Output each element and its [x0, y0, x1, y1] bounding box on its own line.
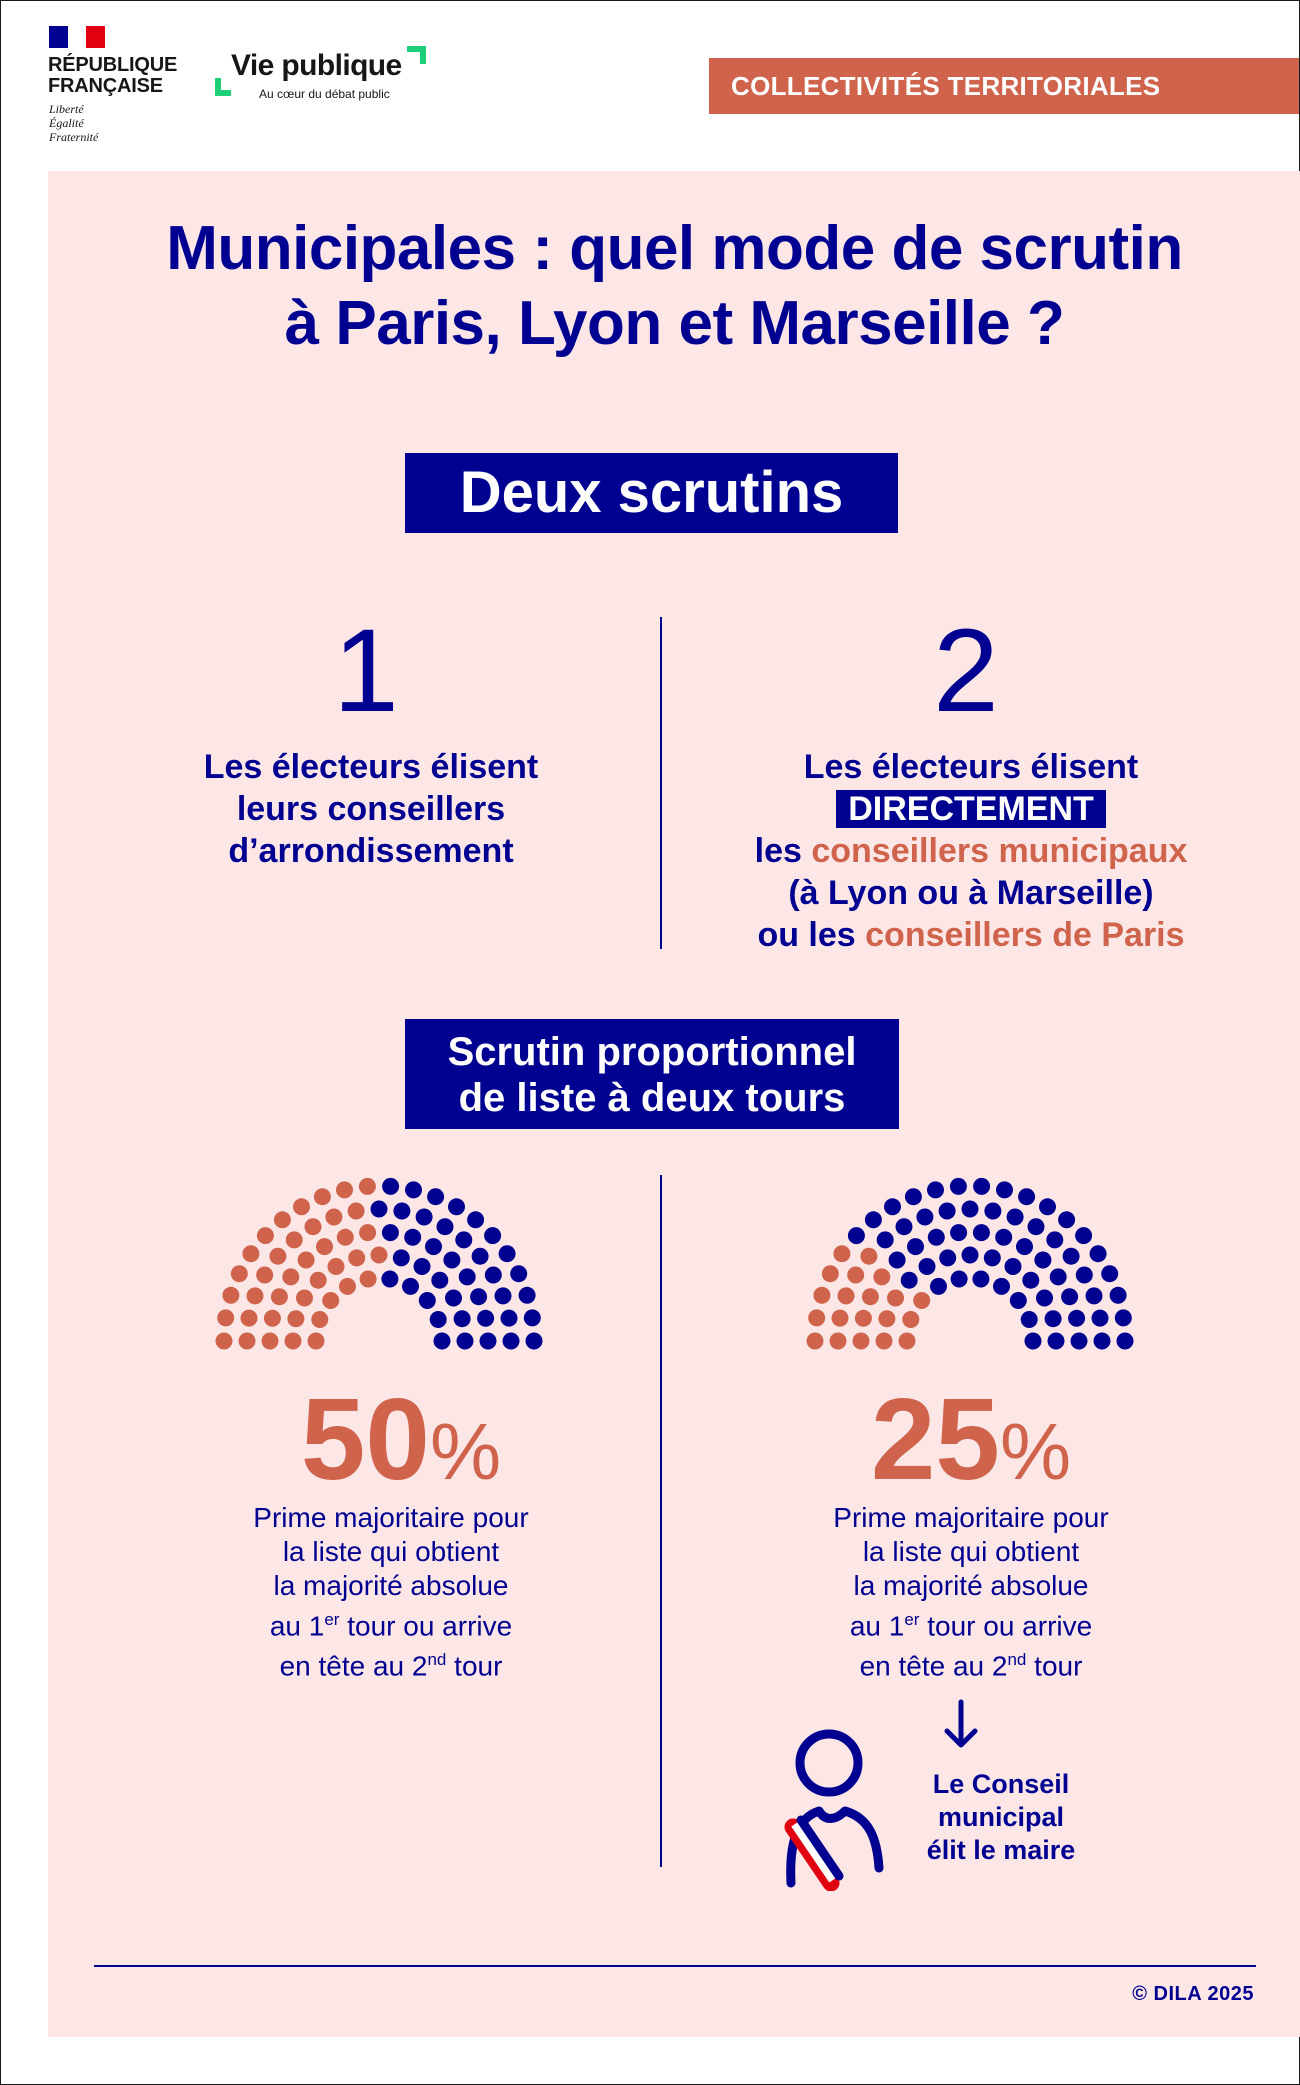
seat-dot	[939, 1203, 956, 1220]
seat-dot	[877, 1231, 894, 1248]
seat-dot	[848, 1227, 865, 1244]
seat-dot	[1076, 1267, 1093, 1284]
seat-dot	[241, 1310, 258, 1327]
seat-dot	[472, 1248, 489, 1265]
seat-dot	[434, 1333, 451, 1350]
republique-francaise-logo-text	[48, 55, 177, 97]
seat-dot	[519, 1287, 536, 1304]
scrutin-heading-line1: Scrutin proportionnel	[447, 1030, 857, 1074]
seat-dot	[485, 1267, 502, 1284]
seat-dot	[1068, 1310, 1085, 1327]
seat-dot	[1005, 1258, 1022, 1275]
seat-dot	[484, 1227, 501, 1244]
seat-dot	[526, 1333, 543, 1350]
seat-dot	[477, 1310, 494, 1327]
seat-dot	[996, 1181, 1013, 1198]
seat-dot	[1090, 1245, 1107, 1262]
desc-line: Prime majoritaire pour	[833, 1502, 1109, 1533]
seat-dot	[884, 1198, 901, 1215]
seat-dot	[1018, 1188, 1035, 1205]
desc-sup: nd	[427, 1650, 447, 1670]
seat-dot	[480, 1333, 497, 1350]
seat-dot	[287, 1310, 304, 1327]
seat-dot	[499, 1245, 516, 1262]
seat-dot	[348, 1249, 365, 1266]
rf-name-line2: FRANÇAISE	[48, 75, 163, 97]
seat-dot	[1071, 1333, 1088, 1350]
step2-line4: (à Lyon ou à Marseille)	[788, 874, 1154, 912]
desc-line: Prime majoritaire pour	[253, 1502, 529, 1533]
seat-dot	[972, 1271, 989, 1288]
desc-line	[761, 1643, 1181, 1683]
seat-dot	[348, 1203, 365, 1220]
seat-dot	[896, 1218, 913, 1235]
step1-description	[151, 746, 591, 872]
seat-dot	[455, 1231, 472, 1248]
seat-dot	[993, 1278, 1010, 1295]
seat-dot	[1010, 1292, 1027, 1309]
desc-line	[181, 1603, 601, 1643]
seat-dot	[876, 1333, 893, 1350]
seat-dot	[928, 1229, 945, 1246]
seat-dot	[431, 1272, 448, 1289]
section-heading-scrutin-proportionnel	[405, 1019, 899, 1129]
bonus-description-right	[761, 1501, 1181, 1684]
seat-dot	[416, 1209, 433, 1226]
seat-dot	[336, 1181, 353, 1198]
seat-dot	[382, 1224, 399, 1241]
seat-dot	[427, 1188, 444, 1205]
copyright: © DILA 2025	[1132, 1983, 1254, 2005]
step2-line1: Les électeurs élisent	[803, 748, 1139, 786]
seat-dot	[470, 1288, 487, 1305]
seat-dot	[314, 1188, 331, 1205]
seat-dot	[322, 1292, 339, 1309]
seat-dot	[247, 1287, 264, 1304]
arrow-down-icon	[941, 1699, 981, 1751]
seat-dot	[865, 1211, 882, 1228]
section-heading-deux-scrutins: Deux scrutins	[405, 453, 898, 533]
seat-dot	[984, 1203, 1001, 1220]
seat-dot	[360, 1271, 377, 1288]
seat-dot	[445, 1290, 462, 1307]
seat-dot	[495, 1287, 512, 1304]
seat-dot	[1058, 1211, 1075, 1228]
seat-dot	[459, 1268, 476, 1285]
step2-line3	[681, 830, 1261, 872]
seat-dot	[231, 1265, 248, 1282]
seat-dot	[269, 1248, 286, 1265]
step1-line: leurs conseillers	[236, 790, 506, 828]
seat-dot	[305, 1218, 322, 1235]
desc-part: tour ou arrive	[919, 1610, 1093, 1642]
desc-part: tour	[446, 1650, 503, 1682]
seat-dot	[878, 1310, 895, 1327]
seat-dot	[902, 1311, 919, 1328]
desc-part: au 1	[849, 1610, 905, 1642]
seat-dot	[503, 1333, 520, 1350]
title-line1: Municipales : quel mode de scrutin	[166, 214, 1183, 283]
desc-line: la liste qui obtient	[862, 1536, 1080, 1567]
desc-line: la majorité absolue	[853, 1570, 1089, 1601]
desc-part: tour ou arrive	[339, 1610, 513, 1642]
seat-dot	[873, 1268, 890, 1285]
motto-fraternite: Fraternité	[49, 130, 99, 144]
seat-dot	[916, 1209, 933, 1226]
seat-dot	[1034, 1252, 1051, 1269]
seat-dot	[1063, 1248, 1080, 1265]
seat-dot	[316, 1238, 333, 1255]
step1-line: Les électeurs élisent	[203, 748, 539, 786]
column-divider-bottom	[660, 1175, 662, 1867]
seat-dot	[1101, 1265, 1118, 1282]
seat-dot	[905, 1188, 922, 1205]
seat-dot	[1117, 1333, 1134, 1350]
seat-dot	[1075, 1227, 1092, 1244]
step-number-2: 2	[933, 605, 999, 737]
percent-value: 25	[870, 1374, 1000, 1504]
seat-dot	[393, 1249, 410, 1266]
seat-dot	[899, 1333, 916, 1350]
rf-motto	[49, 102, 98, 144]
seat-dot	[359, 1178, 376, 1195]
seat-dot	[298, 1252, 315, 1269]
seat-dot	[239, 1333, 256, 1350]
desc-sup: er	[904, 1610, 920, 1629]
seat-dot	[311, 1311, 328, 1328]
seat-dot	[951, 1271, 968, 1288]
desc-line: la majorité absolue	[273, 1570, 509, 1601]
desc-part: tour	[1026, 1650, 1083, 1682]
seat-dot	[1036, 1290, 1053, 1307]
seat-dot	[973, 1178, 990, 1195]
seat-dot	[222, 1287, 239, 1304]
mayor-election-text	[891, 1768, 1111, 1867]
seat-dot	[913, 1292, 930, 1309]
seat-dot	[274, 1211, 291, 1228]
desc-sup: nd	[1007, 1650, 1027, 1670]
scrutin-heading-line2: de liste à deux tours	[458, 1076, 846, 1120]
desc-line: la liste qui obtient	[282, 1536, 500, 1567]
seat-dot	[382, 1178, 399, 1195]
seat-dot	[962, 1247, 979, 1264]
seat-dot	[853, 1333, 870, 1350]
seat-dot	[1025, 1333, 1042, 1350]
seat-dot	[404, 1229, 421, 1246]
seat-dot	[310, 1272, 327, 1289]
seat-dot	[822, 1265, 839, 1282]
motto-liberte: Liberté	[49, 102, 84, 116]
seat-dot	[510, 1265, 527, 1282]
percent-sign: %	[999, 1407, 1072, 1496]
seat-dot	[1016, 1238, 1033, 1255]
seat-dot	[454, 1310, 471, 1327]
seat-dot	[217, 1309, 234, 1326]
seat-dot	[405, 1181, 422, 1198]
column-divider-top	[660, 617, 662, 949]
seat-dot	[308, 1333, 325, 1350]
desc-sup: er	[324, 1610, 340, 1629]
seat-dot	[419, 1292, 436, 1309]
mayor-line: Le Conseil	[932, 1769, 1070, 1799]
step2-line3-prefix: les	[754, 832, 812, 870]
seat-dot	[939, 1249, 956, 1266]
seat-dot	[256, 1267, 273, 1284]
seat-dot	[467, 1211, 484, 1228]
title-line2: à Paris, Lyon et Marseille ?	[284, 289, 1065, 358]
bonus-description-left	[181, 1501, 601, 1684]
seat-dot	[216, 1333, 233, 1350]
seat-dot	[425, 1238, 442, 1255]
vie-publique-bracket-icon-right	[407, 46, 426, 64]
step2-line5	[681, 914, 1261, 956]
seat-dot	[901, 1272, 918, 1289]
seat-dot	[995, 1229, 1012, 1246]
seat-dot	[359, 1224, 376, 1241]
seat-dot	[813, 1287, 830, 1304]
vie-publique-tagline: Au cœur du débat public	[259, 87, 390, 101]
conseillers-municipaux-accent: conseillers municipaux	[811, 832, 1188, 870]
seat-dot	[808, 1309, 825, 1326]
seat-dot	[414, 1258, 431, 1275]
seat-dot	[393, 1203, 410, 1220]
seat-dot	[830, 1333, 847, 1350]
seat-dot	[371, 1247, 388, 1264]
seat-dot	[833, 1245, 850, 1262]
seat-dot	[807, 1333, 824, 1350]
seat-dot	[1115, 1309, 1132, 1326]
seat-dot	[264, 1310, 281, 1327]
step2-description	[681, 746, 1261, 956]
hemicycle-chart-25	[800, 1166, 1140, 1356]
seat-dot	[437, 1218, 454, 1235]
seat-dot	[286, 1231, 303, 1248]
percent-value: 50	[300, 1374, 430, 1504]
seat-dot	[1050, 1268, 1067, 1285]
seat-dot	[282, 1268, 299, 1285]
seat-dot	[1039, 1198, 1056, 1215]
desc-part: en tête au 2	[279, 1650, 428, 1682]
seat-dot	[296, 1290, 313, 1307]
conseillers-de-paris-accent: conseillers de Paris	[865, 916, 1185, 954]
seat-dot	[457, 1333, 474, 1350]
step-number-1: 1	[333, 605, 399, 737]
mayor-line: élit le maire	[926, 1835, 1076, 1865]
seat-dot	[293, 1198, 310, 1215]
seat-dot	[325, 1209, 342, 1226]
seat-dot	[860, 1248, 877, 1265]
seat-dot	[1022, 1272, 1039, 1289]
seat-dot	[962, 1201, 979, 1218]
seat-dot	[832, 1310, 849, 1327]
seat-dot	[855, 1310, 872, 1327]
seat-dot	[1028, 1218, 1045, 1235]
desc-line	[761, 1603, 1181, 1643]
seat-dot	[337, 1229, 354, 1246]
seat-dot	[862, 1288, 879, 1305]
category-badge: COLLECTIVITÉS TERRITORIALES	[709, 58, 1299, 114]
seat-dot	[257, 1227, 274, 1244]
desc-part: en tête au 2	[859, 1650, 1008, 1682]
seat-dot	[1045, 1310, 1062, 1327]
seat-dot	[919, 1258, 936, 1275]
seat-dot	[1061, 1288, 1078, 1305]
bonus-percent-50	[201, 1374, 601, 1512]
step1-line: d’arrondissement	[228, 832, 514, 870]
seat-dot	[1092, 1310, 1109, 1327]
vie-publique-logo-name: Vie publique	[231, 49, 402, 82]
desc-part: au 1	[269, 1610, 325, 1642]
seat-dot	[930, 1278, 947, 1295]
bonus-percent-25	[771, 1374, 1171, 1512]
french-flag-logo	[49, 26, 105, 48]
seat-dot	[1086, 1287, 1103, 1304]
seat-dot	[847, 1267, 864, 1284]
seat-dot	[973, 1224, 990, 1241]
seat-dot	[887, 1290, 904, 1307]
seat-dot	[339, 1278, 356, 1295]
vie-publique-bracket-icon-left	[215, 78, 231, 96]
seat-dot	[927, 1181, 944, 1198]
mayor-line: municipal	[937, 1802, 1065, 1832]
desc-line	[181, 1643, 601, 1683]
seat-dot	[1110, 1287, 1127, 1304]
footer-divider	[94, 1965, 1256, 1967]
percent-sign: %	[429, 1407, 502, 1496]
seat-dot	[430, 1311, 447, 1328]
mayor-with-sash-icon	[779, 1723, 899, 1891]
seat-dot	[501, 1310, 518, 1327]
hemicycle-chart-50	[209, 1166, 549, 1356]
seat-dot	[1046, 1231, 1063, 1248]
seat-dot	[1021, 1311, 1038, 1328]
seat-dot	[242, 1245, 259, 1262]
seat-dot	[950, 1178, 967, 1195]
seat-dot	[262, 1333, 279, 1350]
seat-dot	[381, 1271, 398, 1288]
step2-line5-prefix: ou les	[757, 916, 866, 954]
directement-highlight: DIRECTEMENT	[836, 790, 1106, 828]
motto-egalite: Égalité	[49, 116, 84, 130]
seat-dot	[1007, 1209, 1024, 1226]
seat-dot	[524, 1309, 541, 1326]
seat-dot	[402, 1278, 419, 1295]
seat-dot	[448, 1198, 465, 1215]
seat-dot	[838, 1287, 855, 1304]
rf-name-line1: RÉPUBLIQUE	[48, 54, 178, 76]
seat-dot	[285, 1333, 302, 1350]
seat-dot	[371, 1201, 388, 1218]
seat-dot	[907, 1238, 924, 1255]
page-title	[48, 211, 1300, 361]
seat-dot	[1094, 1333, 1111, 1350]
seat-dot	[443, 1252, 460, 1269]
seat-dot	[1048, 1333, 1065, 1350]
seat-dot	[328, 1258, 345, 1275]
seat-dot	[984, 1249, 1001, 1266]
seat-dot	[889, 1252, 906, 1269]
seat-dot	[950, 1224, 967, 1241]
seat-dot	[271, 1288, 288, 1305]
